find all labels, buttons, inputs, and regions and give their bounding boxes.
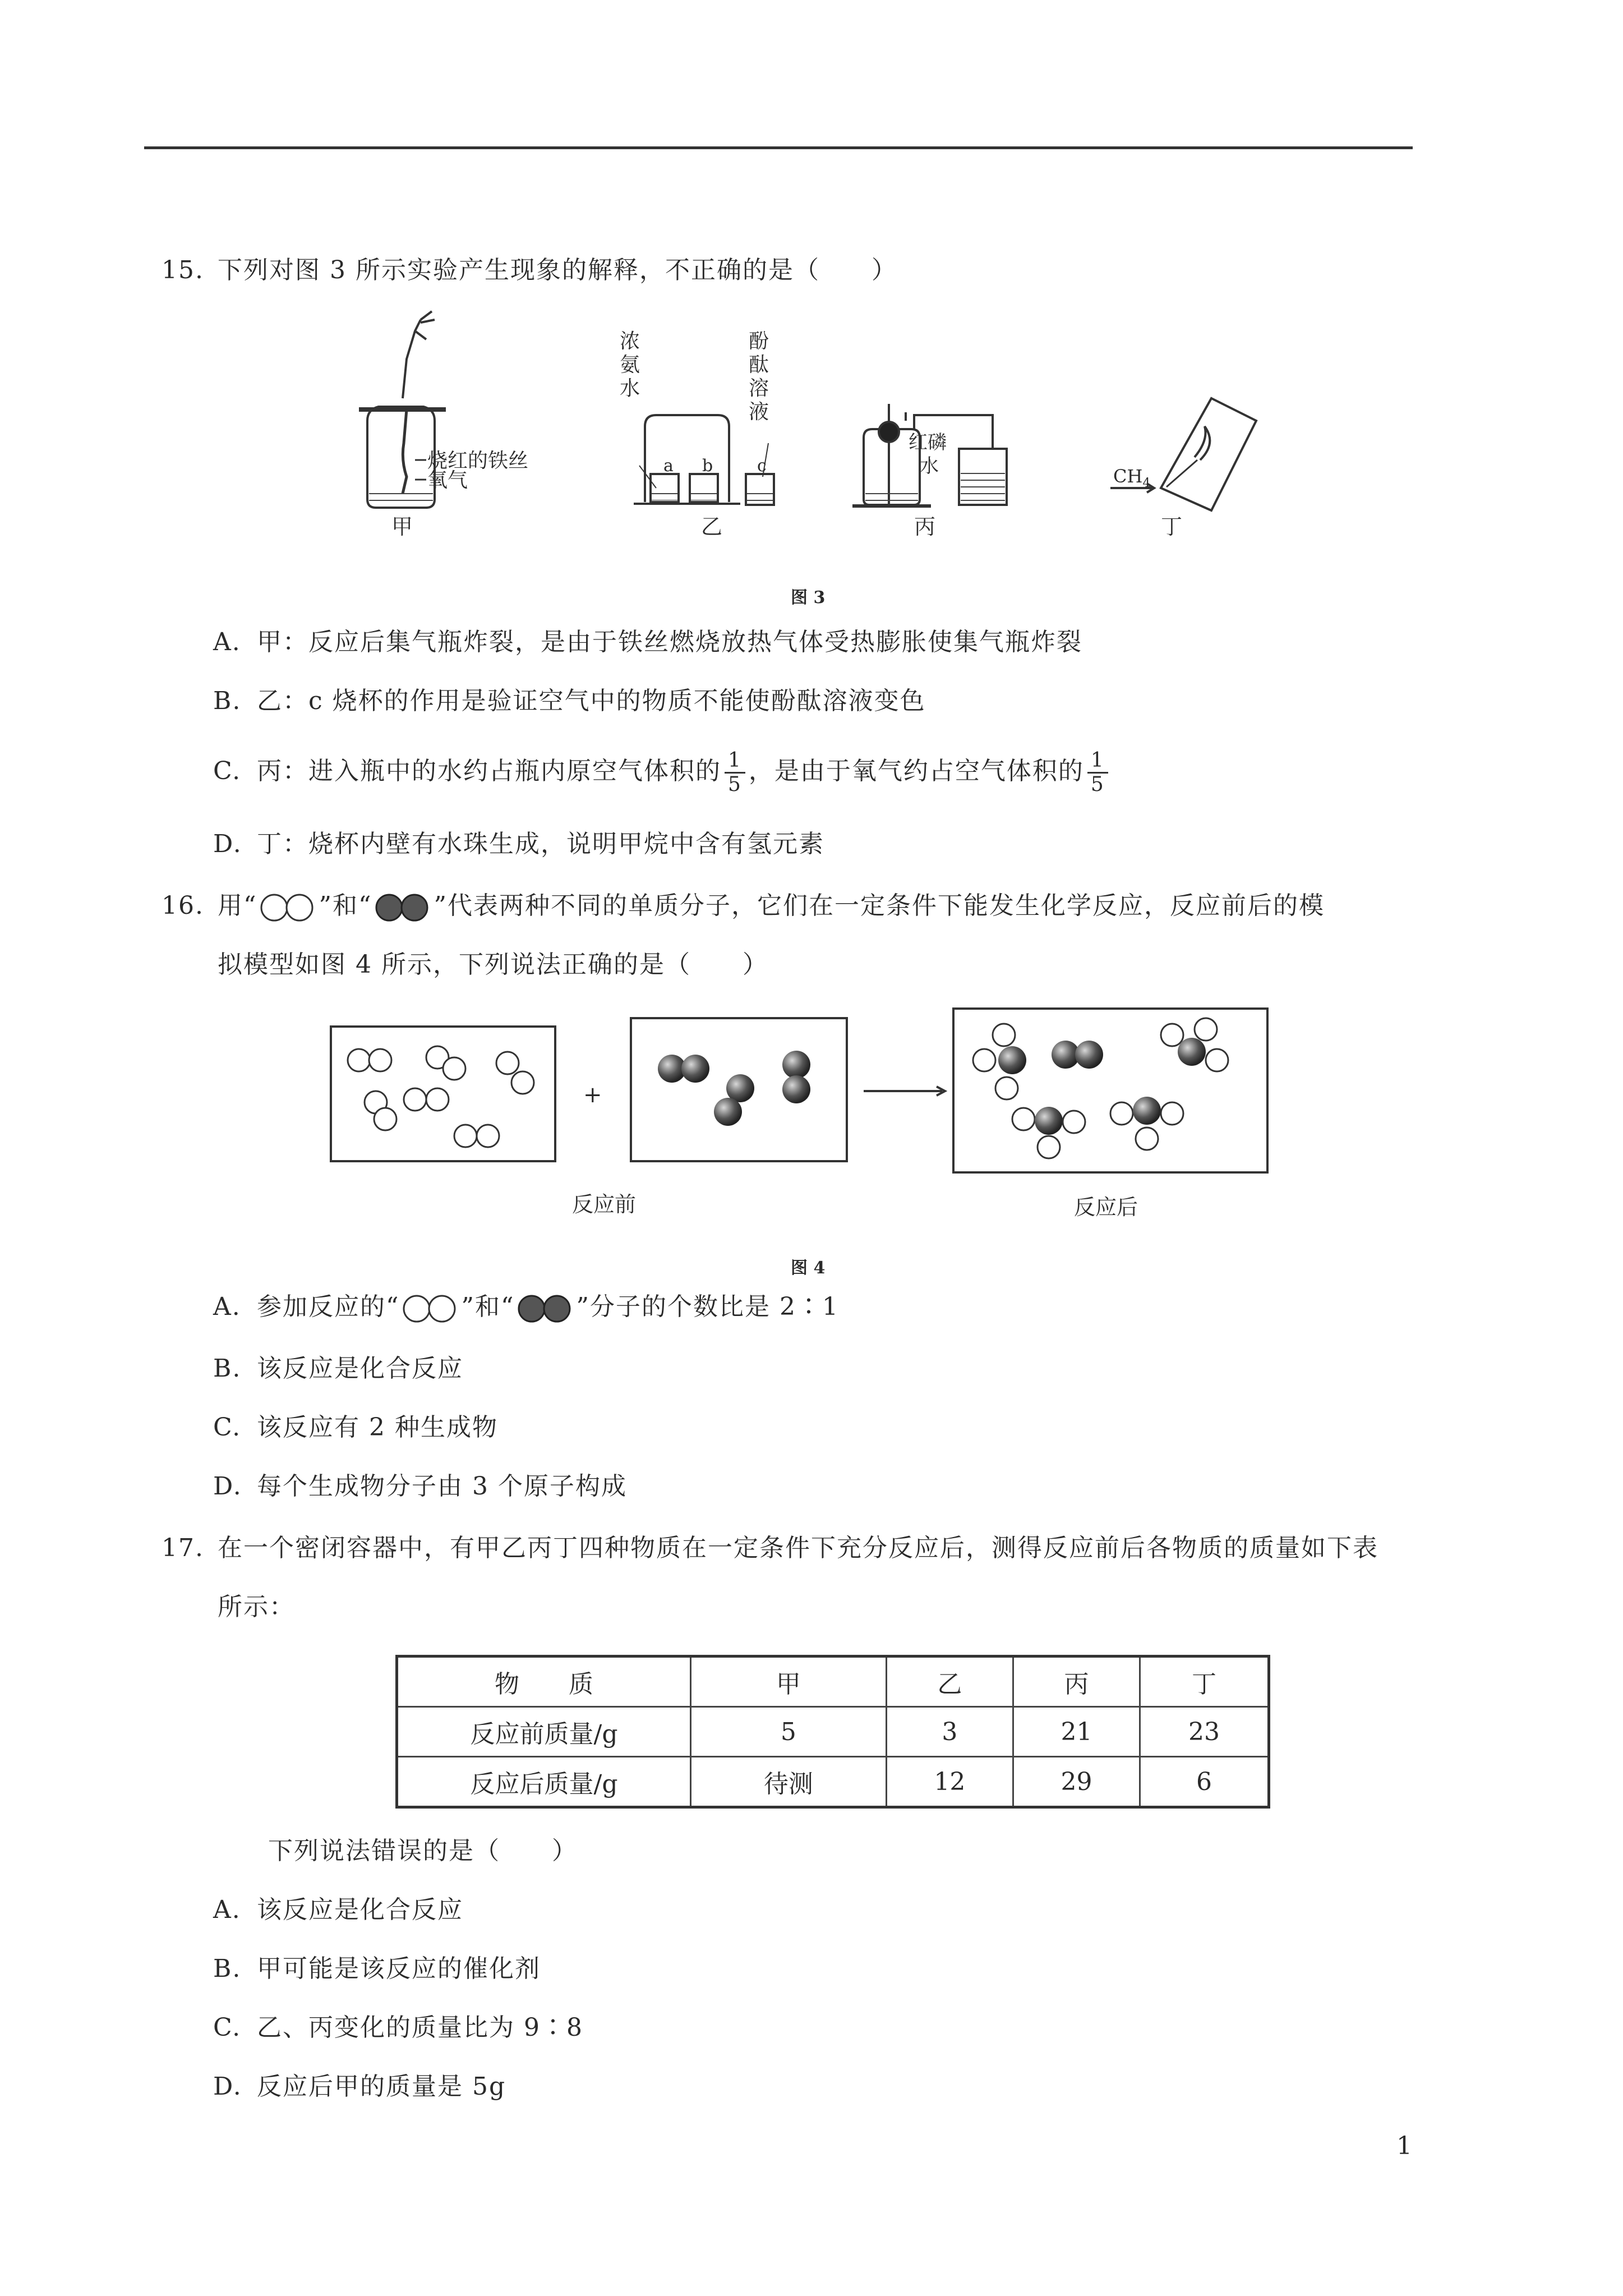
- q17-option-a: [213, 1893, 463, 1927]
- q17-option-d-letter: D.: [213, 2072, 242, 2101]
- fig3-yi-ammonia-vertical: [621, 348, 649, 443]
- table-cell: 29: [1013, 1757, 1140, 1807]
- fig3-ding-apparatus: [1110, 398, 1256, 510]
- q17-option-d-text: 反应后甲的质量是 5g: [257, 2072, 506, 2101]
- q15-option-b-text: 乙：c 烧杯的作用是验证空气中的物质不能使酚酞溶液变色: [257, 687, 926, 715]
- fig3-yi-b: b: [702, 456, 713, 476]
- fig4-plus: +: [583, 1082, 602, 1108]
- q15-option-c-text2: ，是由于氧气约占空气体积的: [748, 757, 1084, 785]
- q16-option-a-part-b: ”和“: [461, 1292, 515, 1321]
- q15-option-a: [213, 625, 1082, 659]
- q15-option-d-letter: D.: [213, 830, 242, 858]
- q15-option-c: [213, 743, 1112, 799]
- q15-option-c-fraction-1: $\frac{1}{5}$: [725, 749, 745, 796]
- q16-number: 16.: [162, 891, 204, 920]
- fig3-ding-ch4: $CH_4$: [1113, 466, 1151, 490]
- q15-option-b: [213, 684, 926, 718]
- q15-option-c-letter: C.: [213, 757, 242, 785]
- dark-molecule-icon: [372, 892, 434, 923]
- q16-option-c: [213, 1411, 498, 1444]
- table-cell: 反应后质量/g: [397, 1757, 691, 1807]
- fig4-before-label: 反应前: [572, 1192, 637, 1217]
- q15-option-b-letter: B.: [213, 687, 242, 715]
- fig3-yi-c: c: [757, 456, 767, 476]
- table-header-cell: 丁: [1140, 1657, 1269, 1707]
- table-header-cell: 乙: [886, 1657, 1013, 1707]
- q17-option-a-letter: A.: [213, 1895, 241, 1924]
- fig3-yi-ammonia-label: 浓氨水: [620, 330, 640, 400]
- q16-stem-part-b: ”和“: [319, 891, 372, 920]
- table-header-cell: 物 质: [397, 1657, 691, 1707]
- q16-option-a-part-c: ”分子的个数比是 2∶1: [576, 1292, 839, 1321]
- q16-option-a-part-a: 参加反应的“: [257, 1292, 400, 1321]
- q15-option-a-text: 甲：反应后集气瓶炸裂，是由于铁丝燃烧放热气体受热膨胀使集气瓶炸裂: [257, 628, 1082, 656]
- q15-stem: [162, 254, 897, 287]
- q16-option-c-text: 该反应有 2 种生成物: [257, 1413, 498, 1442]
- table-cell: 反应前质量/g: [397, 1707, 691, 1757]
- table-cell: 12: [886, 1757, 1013, 1807]
- q16-option-d-text: 每个生成物分子由 3 个原子构成: [257, 1472, 627, 1501]
- q16-stem-line1: [162, 889, 1325, 923]
- table-cell: 3: [886, 1707, 1013, 1757]
- fig3-yi-phenol-label: 酚酞溶液: [749, 330, 769, 424]
- table-row: [397, 1707, 1269, 1757]
- q17-option-d: [213, 2070, 506, 2104]
- fig4-after-label: 反应后: [1074, 1195, 1138, 1220]
- q17-option-b-text: 甲可能是该反应的催化剂: [257, 1954, 541, 1983]
- q15-option-c-text1: 丙：进入瓶中的水约占瓶内原空气体积的: [257, 757, 721, 785]
- q17-mass-table: [395, 1655, 1270, 1809]
- q16-stem-part-a: 用“: [218, 891, 257, 920]
- figure-4-caption: 图 4: [791, 1258, 826, 1278]
- q16-option-a-letter: A.: [213, 1292, 241, 1321]
- fig4-product-molecules: [973, 1018, 1228, 1158]
- figure-4: [325, 1004, 1290, 1228]
- fig3-jia-wire-label: 烧红的铁丝: [427, 449, 529, 472]
- table-cell: 待测: [691, 1757, 887, 1807]
- q15-option-c-fraction-2: $\frac{1}{5}$: [1087, 749, 1108, 796]
- page-number: 1: [1396, 2132, 1412, 2160]
- q15-option-d-text: 丁：烧杯内壁有水珠生成，说明甲烷中含有氢元素: [257, 830, 824, 858]
- q17-stem-line1: [162, 1531, 1378, 1565]
- table-header-cell: 甲: [691, 1657, 887, 1707]
- q16-option-c-letter: C.: [213, 1413, 242, 1442]
- q17-option-a-text: 该反应是化合反应: [257, 1895, 463, 1924]
- fig3-jia-label: 甲: [391, 514, 413, 539]
- q16-option-d-letter: D.: [213, 1472, 242, 1501]
- q17-option-c-letter: C.: [213, 2013, 242, 2042]
- figure-3: [336, 309, 1290, 555]
- fig4-dark-molecules: [658, 1051, 810, 1126]
- q17-option-b: [213, 1952, 541, 1986]
- fig3-jia-gas-label: 氧气: [427, 469, 468, 492]
- table-cell: 23: [1140, 1707, 1269, 1757]
- q16-option-b-text: 该反应是化合反应: [257, 1354, 463, 1383]
- table-header-row: [397, 1657, 1269, 1707]
- q16-option-a: [213, 1290, 839, 1324]
- q15-option-d: [213, 827, 824, 861]
- fig4-white-molecules: [348, 1046, 534, 1147]
- q17-option-b-letter: B.: [213, 1954, 242, 1983]
- q17-stem-line2: 所示：: [218, 1593, 295, 1621]
- white-molecule-icon: [257, 892, 319, 923]
- fig3-yi-label: 乙: [701, 514, 723, 539]
- fig3-bing-water-label: 水: [920, 455, 939, 477]
- q17-stem-line1-text: 在一个密闭容器中，有甲乙丙丁四种物质在一定条件下充分反应后，测得反应前后各物质的质量如下表: [218, 1534, 1378, 1562]
- q16-stem-part-c: ”代表两种不同的单质分子，它们在一定条件下能发生化学反应，反应前后的模: [434, 891, 1325, 920]
- q16-stem-line2: 拟模型如图 4 所示，下列说法正确的是（ ）: [218, 950, 768, 979]
- q17-number: 17.: [162, 1534, 204, 1562]
- dark-molecule-icon: [515, 1294, 577, 1324]
- q17-option-c-text: 乙、丙变化的质量比为 9∶8: [257, 2013, 583, 2042]
- q16-option-b: [213, 1352, 463, 1386]
- fig3-yi-a: a: [663, 456, 674, 476]
- q17-prompt: 下列说法错误的是（ ）: [268, 1837, 578, 1865]
- q15-option-a-letter: A.: [213, 628, 241, 656]
- table-row: [397, 1757, 1269, 1807]
- table-cell: 5: [691, 1707, 887, 1757]
- table-header-cell: 丙: [1013, 1657, 1140, 1707]
- fig3-bing-p-label: 红磷: [909, 431, 947, 454]
- q16-option-b-letter: B.: [213, 1354, 242, 1383]
- white-molecule-icon: [400, 1294, 462, 1324]
- q15-number: 15.: [162, 256, 204, 284]
- header-rule: [144, 146, 1413, 149]
- table-cell: 21: [1013, 1707, 1140, 1757]
- q15-stem-text: 下列对图 3 所示实验产生现象的解释，不正确的是（ ）: [218, 256, 897, 284]
- q16-option-d: [213, 1470, 627, 1503]
- fig3-ding-label: 丁: [1161, 514, 1183, 539]
- figure-3-caption: 图 3: [791, 588, 826, 608]
- fig3-bing-label: 丙: [914, 514, 936, 539]
- q17-option-c: [213, 2011, 583, 2045]
- table-cell: 6: [1140, 1757, 1269, 1807]
